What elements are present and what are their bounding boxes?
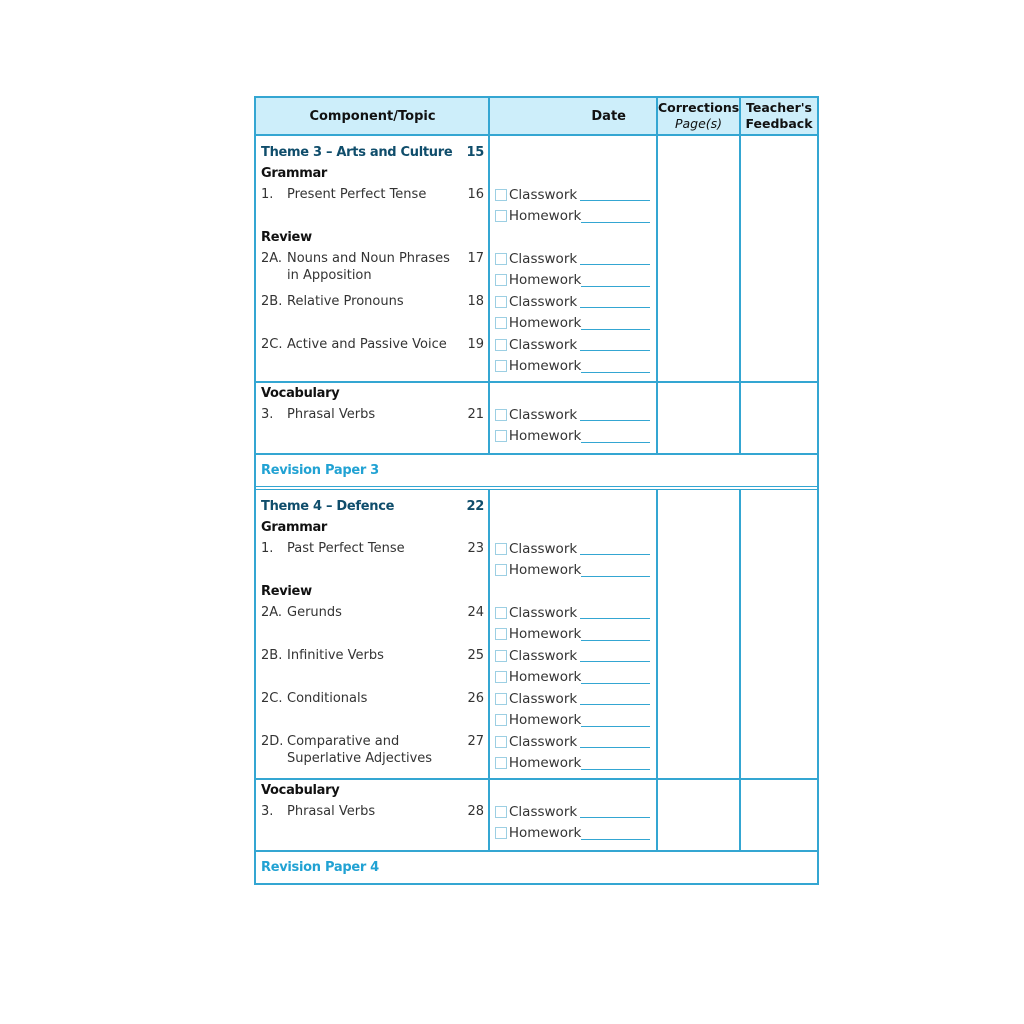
- homework-entry: [495, 710, 656, 732]
- theme-page: 22: [466, 499, 484, 514]
- feedback-label-2: Feedback: [745, 116, 813, 131]
- topic-item: [261, 731, 484, 774]
- classwork-label: Classwork: [509, 540, 578, 557]
- classwork-date-field[interactable]: [580, 542, 650, 555]
- homework-entry: [495, 356, 656, 378]
- classwork-date-field[interactable]: [580, 805, 650, 818]
- classwork-checkbox[interactable]: [495, 253, 507, 265]
- classwork-label: Classwork: [509, 647, 578, 664]
- item-number: 1.: [261, 187, 274, 202]
- item-title: Comparative and Superlative Adjectives: [287, 734, 433, 766]
- corrections-cell[interactable]: [658, 383, 741, 453]
- topic-cell: [256, 780, 490, 850]
- topic-item: [261, 184, 484, 227]
- homework-checkbox[interactable]: [495, 210, 507, 222]
- header-component-topic: Component/Topic: [256, 98, 490, 134]
- item-title: Relative Pronouns: [287, 294, 404, 309]
- header-corrections: [658, 98, 741, 134]
- classwork-date-field[interactable]: [580, 649, 650, 662]
- homework-date-field[interactable]: [581, 827, 650, 840]
- feedback-label-1: Teacher's: [746, 100, 812, 115]
- table-row: [256, 778, 817, 850]
- homework-entry: [495, 823, 656, 845]
- classwork-entry: [495, 291, 656, 313]
- classwork-label: Classwork: [509, 336, 578, 353]
- topic-item: [261, 291, 484, 334]
- homework-label: Homework: [508, 562, 582, 579]
- homework-checkbox[interactable]: [495, 430, 507, 442]
- homework-checkbox[interactable]: [495, 564, 507, 576]
- item-number: 2A.: [261, 605, 283, 620]
- revision-paper-label: Revision Paper 4: [261, 860, 379, 875]
- homework-label: Homework: [508, 272, 582, 289]
- corrections-label: Corrections: [658, 100, 740, 115]
- date-cell: [490, 136, 658, 381]
- homework-entry: [495, 313, 656, 335]
- classwork-label: Classwork: [509, 690, 578, 707]
- topic-item: [261, 404, 484, 447]
- topic-item: [261, 248, 484, 291]
- topic-item: [261, 602, 484, 645]
- item-title: Past Perfect Tense: [287, 541, 405, 556]
- homework-checkbox[interactable]: [495, 671, 507, 683]
- item-title: Infinitive Verbs: [287, 648, 384, 663]
- topic-cell: [256, 490, 490, 778]
- classwork-entry: [495, 602, 656, 624]
- topic-cell: [256, 136, 490, 381]
- homework-label: Homework: [508, 669, 582, 686]
- item-page: 26: [467, 691, 484, 706]
- classwork-label: Classwork: [509, 733, 578, 750]
- feedback-cell[interactable]: [741, 383, 817, 453]
- classwork-checkbox[interactable]: [495, 736, 507, 748]
- subsection-title: Vocabulary: [261, 783, 340, 798]
- topic-item: [261, 538, 484, 581]
- classwork-checkbox[interactable]: [495, 296, 507, 308]
- revision-paper-label: Revision Paper 3: [261, 463, 379, 478]
- classwork-date-field[interactable]: [580, 735, 650, 748]
- corrections-cell[interactable]: [658, 490, 741, 778]
- homework-entry: [495, 667, 656, 689]
- subsection-heading: [261, 581, 484, 602]
- homework-entry: [495, 270, 656, 292]
- subsection-title: Vocabulary: [261, 386, 340, 401]
- date-cell: [490, 780, 658, 850]
- homework-date-field[interactable]: [581, 210, 650, 223]
- date-cell: [490, 490, 658, 778]
- date-cell: [490, 383, 658, 453]
- homework-date-field[interactable]: [581, 360, 650, 373]
- classwork-label: Classwork: [509, 406, 578, 423]
- topic-item: [261, 688, 484, 731]
- homework-date-field[interactable]: [581, 628, 650, 641]
- item-page: 18: [467, 294, 484, 309]
- item-number: 3.: [261, 804, 274, 819]
- classwork-checkbox[interactable]: [495, 543, 507, 555]
- item-title: Active and Passive Voice: [287, 337, 447, 352]
- theme-title: Theme 4 – Defence: [261, 499, 395, 514]
- item-page: 27: [467, 734, 484, 749]
- topic-item: [261, 645, 484, 688]
- classwork-checkbox[interactable]: [495, 806, 507, 818]
- item-page: 24: [467, 605, 484, 620]
- classwork-label: Classwork: [509, 186, 578, 203]
- item-page: 28: [467, 804, 484, 819]
- classwork-entry: [495, 731, 656, 753]
- theme-page: 15: [466, 145, 484, 160]
- subsection-heading: [261, 517, 484, 538]
- homework-entry: [495, 753, 656, 775]
- classwork-entry: [495, 645, 656, 667]
- subsection-heading: [261, 780, 484, 801]
- classwork-label: Classwork: [509, 803, 578, 820]
- feedback-cell[interactable]: [741, 136, 817, 381]
- homework-label: Homework: [508, 825, 582, 842]
- item-number: 1.: [261, 541, 274, 556]
- classwork-checkbox[interactable]: [495, 607, 507, 619]
- homework-checkbox[interactable]: [495, 317, 507, 329]
- table-row: [256, 381, 817, 453]
- table-header: [256, 98, 817, 134]
- classwork-checkbox[interactable]: [495, 693, 507, 705]
- header-date: Date: [490, 98, 658, 134]
- item-page: 16: [467, 187, 484, 202]
- homework-entry: [495, 426, 656, 448]
- classwork-label: Classwork: [509, 293, 578, 310]
- homework-checkbox[interactable]: [495, 274, 507, 286]
- homework-checkbox[interactable]: [495, 714, 507, 726]
- subsection-title: Review: [261, 584, 312, 599]
- subsection-title: Review: [261, 230, 312, 245]
- homework-checkbox[interactable]: [495, 757, 507, 769]
- item-page: 23: [467, 541, 484, 556]
- item-number: 2B.: [261, 294, 283, 309]
- homework-label: Homework: [508, 358, 582, 375]
- homework-entry: [495, 560, 656, 582]
- classwork-entry: [495, 404, 656, 426]
- classwork-checkbox[interactable]: [495, 339, 507, 351]
- revision-row: [256, 850, 817, 883]
- item-page: 19: [467, 337, 484, 352]
- classwork-date-field[interactable]: [580, 692, 650, 705]
- classwork-entry: [495, 248, 656, 270]
- classwork-date-field[interactable]: [580, 295, 650, 308]
- homework-entry: [495, 624, 656, 646]
- table-row: [256, 486, 817, 778]
- classwork-checkbox[interactable]: [495, 409, 507, 421]
- classwork-entry: [495, 184, 656, 206]
- topic-item: [261, 801, 484, 844]
- classwork-entry: [495, 334, 656, 356]
- homework-label: Homework: [508, 208, 582, 225]
- item-title: Conditionals: [287, 691, 368, 706]
- homework-date-field[interactable]: [581, 317, 650, 330]
- item-title: Present Perfect Tense: [287, 187, 427, 202]
- corrections-sub-label: Page(s): [674, 116, 723, 131]
- item-number: 2A.: [261, 251, 283, 266]
- corrections-cell[interactable]: [658, 780, 741, 850]
- item-title: Phrasal Verbs: [287, 804, 376, 819]
- subsection-heading: [261, 383, 484, 404]
- classwork-label: Classwork: [509, 250, 578, 267]
- homework-date-field[interactable]: [581, 671, 650, 684]
- item-page: 17: [467, 251, 484, 266]
- homework-date-field[interactable]: [581, 274, 650, 287]
- corrections-cell[interactable]: [658, 136, 741, 381]
- homework-date-field[interactable]: [581, 714, 650, 727]
- topic-cell: [256, 383, 490, 453]
- homework-date-field[interactable]: [581, 430, 650, 443]
- homework-label: Homework: [508, 315, 582, 332]
- classwork-entry: [495, 801, 656, 823]
- revision-row: [256, 453, 817, 486]
- classwork-date-field[interactable]: [580, 606, 650, 619]
- progress-tracker-table: [254, 96, 819, 885]
- homework-date-field[interactable]: [581, 757, 650, 770]
- topic-item: [261, 334, 484, 377]
- homework-checkbox[interactable]: [495, 827, 507, 839]
- item-title: Gerunds: [287, 605, 342, 620]
- subsection-title: Grammar: [261, 166, 328, 181]
- item-number: 2C.: [261, 337, 283, 352]
- item-title: Phrasal Verbs: [287, 407, 376, 422]
- homework-date-field[interactable]: [581, 564, 650, 577]
- table-row: [256, 134, 817, 381]
- classwork-date-field[interactable]: [580, 408, 650, 421]
- homework-entry: [495, 206, 656, 228]
- item-number: 2B.: [261, 648, 283, 663]
- item-number: 2C.: [261, 691, 283, 706]
- classwork-date-field[interactable]: [580, 338, 650, 351]
- theme-heading: [261, 496, 484, 517]
- subsection-title: Grammar: [261, 520, 328, 535]
- subsection-heading: [261, 163, 484, 184]
- homework-label: Homework: [508, 755, 582, 772]
- theme-title: Theme 3 – Arts and Culture: [261, 145, 453, 160]
- feedback-cell[interactable]: [741, 490, 817, 778]
- classwork-entry: [495, 538, 656, 560]
- homework-label: Homework: [508, 428, 582, 445]
- homework-label: Homework: [508, 626, 582, 643]
- feedback-cell[interactable]: [741, 780, 817, 850]
- header-feedback: [741, 98, 817, 134]
- classwork-date-field[interactable]: [580, 188, 650, 201]
- homework-checkbox[interactable]: [495, 360, 507, 372]
- classwork-entry: [495, 688, 656, 710]
- item-title: Nouns and Noun Phrases in Apposition: [287, 251, 450, 283]
- theme-heading: [261, 142, 484, 163]
- classwork-checkbox[interactable]: [495, 189, 507, 201]
- subsection-heading: [261, 227, 484, 248]
- item-number: 2D.: [261, 734, 284, 749]
- item-number: 3.: [261, 407, 274, 422]
- classwork-date-field[interactable]: [580, 252, 650, 265]
- homework-checkbox[interactable]: [495, 628, 507, 640]
- homework-label: Homework: [508, 712, 582, 729]
- classwork-checkbox[interactable]: [495, 650, 507, 662]
- item-page: 25: [467, 648, 484, 663]
- item-page: 21: [467, 407, 484, 422]
- classwork-label: Classwork: [509, 604, 578, 621]
